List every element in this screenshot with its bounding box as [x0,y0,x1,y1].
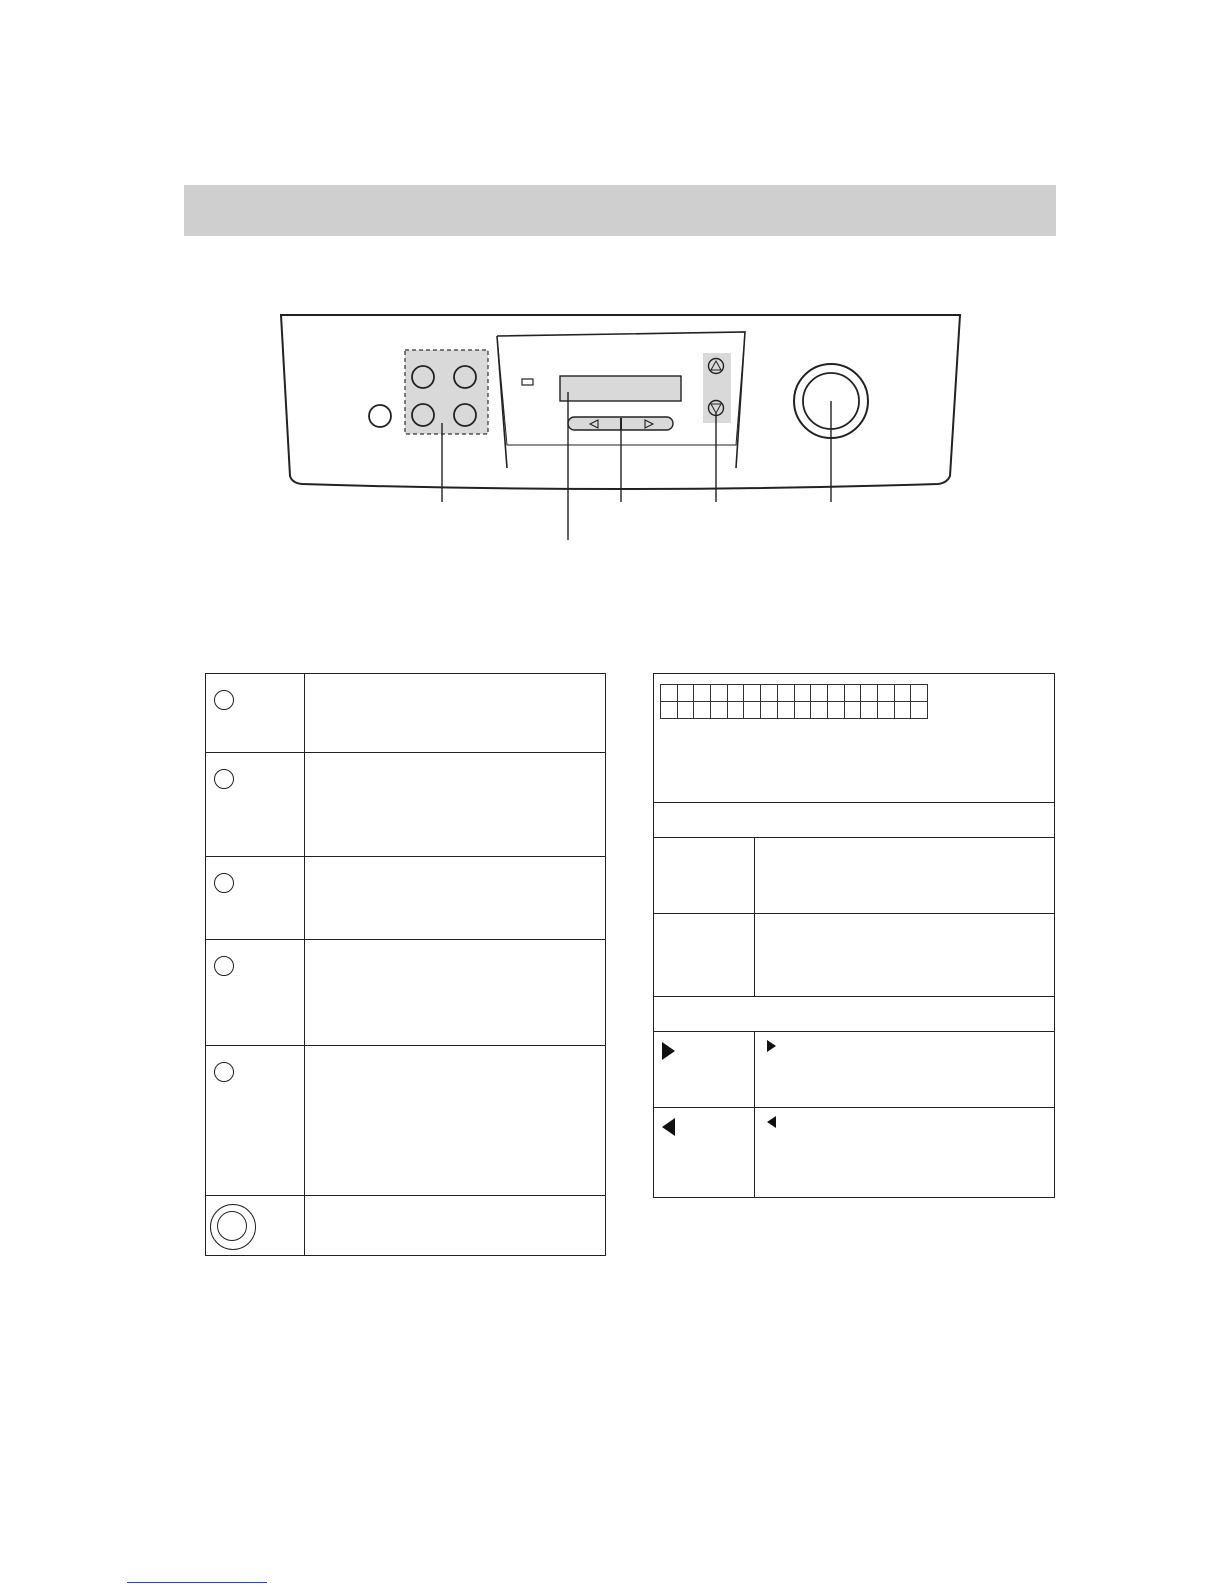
table-row [206,940,606,1046]
table-row [654,1108,1055,1198]
table-row [206,1046,606,1196]
table-row [206,753,606,857]
display-description-table [653,673,1055,1198]
round-button-icon [214,690,234,710]
table-row [654,674,1055,803]
round-button-icon [214,873,234,893]
large-ring-button-icon [210,1204,256,1250]
section-header-row [654,997,1055,1032]
status-indicator-light [522,379,533,385]
table-row [654,1032,1055,1108]
round-button-icon [214,769,234,789]
triangle-right-icon [767,1040,776,1052]
table-row [206,674,606,753]
round-button-icon [214,956,234,976]
lcd-character-grid [660,684,928,719]
triangle-left-icon [767,1116,776,1128]
control-panel-diagram [0,0,1225,600]
table-row [206,1196,606,1256]
table-row [654,914,1055,997]
table-row [654,838,1055,914]
triangle-right-icon [662,1042,675,1060]
round-button-icon [214,1062,234,1082]
standalone-button [369,405,391,427]
section-header-row [654,803,1055,838]
lcd-window [560,376,681,401]
triangle-left-icon [662,1118,675,1136]
button-group-area [405,350,488,434]
footer-link-underline[interactable] [127,1582,267,1583]
button-description-table [205,673,606,1256]
table-row [206,857,606,940]
